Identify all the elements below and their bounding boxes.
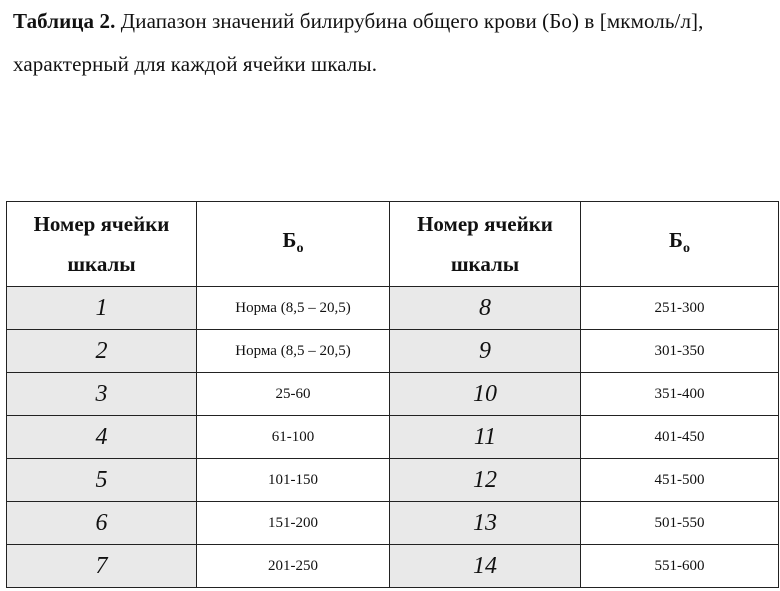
cell-number-right: 11 — [390, 416, 581, 459]
table-body — [7, 287, 779, 588]
bilirubin-scale-table — [6, 201, 779, 588]
cell-number-right: 10 — [390, 373, 581, 416]
cell-number-left: 4 — [7, 416, 197, 459]
table-caption — [13, 0, 773, 86]
table-row — [7, 287, 779, 330]
header-label: Б — [282, 227, 297, 252]
header-label: Номер ячейки шкалы — [33, 212, 170, 276]
cell-number-left: 6 — [7, 502, 197, 545]
cell-number-left: 7 — [7, 545, 197, 588]
cell-bo-right: 551-600 — [581, 545, 779, 588]
cell-bo-right: 451-500 — [581, 459, 779, 502]
header-cell-number-1 — [7, 202, 197, 287]
table-row — [7, 459, 779, 502]
cell-number-left: 1 — [7, 287, 197, 330]
header-cell-bo-1 — [197, 202, 390, 287]
table-row — [7, 373, 779, 416]
table-row — [7, 416, 779, 459]
table-row — [7, 502, 779, 545]
cell-number-left: 3 — [7, 373, 197, 416]
caption-text: Диапазон значений билирубина общего крови (Бо) в [мкмоль/л], характерный для каждой ячейки шкалы. — [13, 9, 704, 76]
table-row — [7, 545, 779, 588]
cell-bo-right: 401-450 — [581, 416, 779, 459]
header-label: Номер ячейки шкалы — [417, 212, 553, 276]
caption-lead: Таблица 2. — [13, 9, 116, 33]
header-cell-bo-2 — [581, 202, 779, 287]
header-subscript: о — [682, 240, 690, 256]
cell-bo-left: 101-150 — [197, 459, 390, 502]
header-subscript: о — [296, 240, 304, 256]
cell-bo-right: 351-400 — [581, 373, 779, 416]
cell-number-right: 12 — [390, 459, 581, 502]
header-label: Б — [669, 227, 683, 252]
cell-bo-left: Норма (8,5 – 20,5) — [197, 287, 390, 330]
cell-number-left: 5 — [7, 459, 197, 502]
table-row — [7, 330, 779, 373]
header-row — [7, 202, 779, 287]
cell-bo-right: 301-350 — [581, 330, 779, 373]
cell-bo-left: 61-100 — [197, 416, 390, 459]
cell-bo-left: 25-60 — [197, 373, 390, 416]
cell-bo-left: 201-250 — [197, 545, 390, 588]
cell-number-right: 14 — [390, 545, 581, 588]
cell-bo-left: Норма (8,5 – 20,5) — [197, 330, 390, 373]
cell-bo-right: 251-300 — [581, 287, 779, 330]
cell-number-right: 13 — [390, 502, 581, 545]
header-cell-number-2 — [390, 202, 581, 287]
cell-number-left: 2 — [7, 330, 197, 373]
cell-bo-right: 501-550 — [581, 502, 779, 545]
cell-number-right: 9 — [390, 330, 581, 373]
cell-bo-left: 151-200 — [197, 502, 390, 545]
cell-number-right: 8 — [390, 287, 581, 330]
